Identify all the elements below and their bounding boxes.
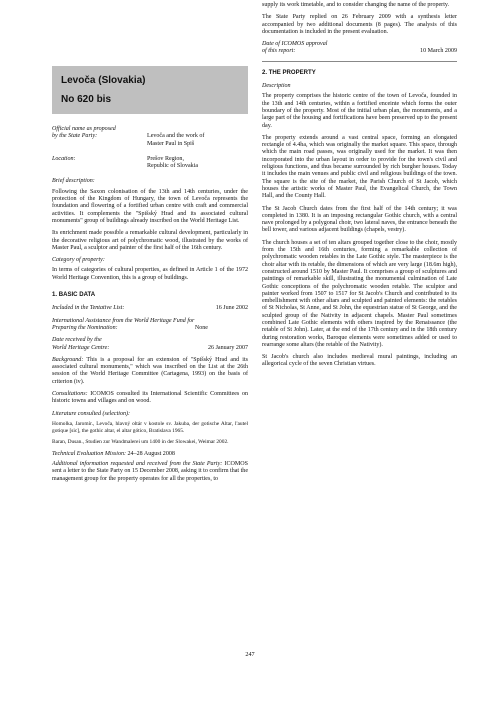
literature-item-1: Homolka, Jaromír., Levoča, hlavný oltár v kostole sv. Jakuba, der gotische Altar, l'autel gotique [sic], the gothic altar, el altar gótico, Bratislava 1965. — [52, 420, 248, 434]
site-number: No 620 bis — [61, 94, 112, 105]
official-name-value-1: Levoča and the work of — [147, 133, 205, 140]
continued-text: supply its work timetable, and to consider changing the name of the property. — [262, 2, 450, 8]
description-p4: The church houses a set of ten altars grouped together close to the choir, mostly from the 15th and 16th centuries, forming a remarkable collection of polychromatic wooden retables in the Late Gothic style. The masterpiece is the choir altar with its retable, the dimensions of which are very large (18.6m high), constructed around 1510 by Master Paul. It comprises a group of sculptures and paintings of remarkable skill, illustrating the monumental culmination of Late Gothic conceptions of the polychromatic wooden retable. The sculptor and painter worked from 1507 to 1517 for St Jacob's Church and contributed to its embellishment with other altars and sculpted and painted elements: the retables of St Nicholas, St Anne, and St John, the equestrian statue of St George, and the sculpted group of the Nativity in adjacent chapels. Master Paul sometimes combined Late Gothic elements with others inspired by the Renaissance (the retable of St John). Later, at the end of the 17th century and in the 18th century during restoration works, Baroque elements were sometimes added or used to rearrange some altars (the retable of the Nativity). — [262, 239, 457, 348]
background-text: This is a proposal for an extension of "Spišský Hrad and its associated cultural monuments," which was inscribed on the List at the 26th session of the World Heritage Committee (Cartagena, 1993) on the basis of criterion (iv). — [52, 356, 248, 385]
assistance-row — [52, 325, 248, 332]
mission-label: Technical Evaluation Mission: — [52, 450, 127, 457]
received-value: 26 January 2007 — [208, 344, 248, 351]
official-name-label-2: by the State Party: — [52, 133, 98, 140]
official-name-label-1: Official name as proposed — [52, 126, 116, 132]
mission-value: 24–28 August 2008 — [126, 450, 175, 457]
assistance-label-2: Preparing the Nomination: — [52, 324, 118, 331]
official-name-row — [52, 126, 248, 148]
approval-label-2: of this report: — [262, 48, 296, 55]
received-row — [52, 345, 248, 352]
tentative-value: 16 June 2002 — [215, 305, 248, 312]
description-label: Description — [262, 83, 291, 90]
title-box — [52, 66, 248, 114]
page-number: 247 — [245, 651, 255, 658]
received-label-2: World Heritage Centre: — [52, 344, 110, 351]
received-label-1: Date received by the — [52, 337, 102, 344]
category-label: Category of property: — [52, 257, 105, 264]
location-value-2: Republic of Slovakia — [147, 163, 199, 170]
literature-item-2: Baran, Dusan., Studien zur Wandmalerei um 1400 in der Slowakei, Weimar 2002. — [52, 439, 229, 446]
background-label: Background: — [52, 356, 84, 363]
consultations-text: ICOMOS consulted its International Scientific Committees on historic towns and villages and on wood. — [52, 391, 248, 405]
additional-paragraph — [52, 461, 248, 483]
basic-data-heading: 1. BASIC DATA — [52, 292, 96, 299]
location-label: Location: — [52, 155, 76, 162]
assistance-value: None — [194, 324, 208, 331]
assistance-label-1: International Assistance from the World Heritage Fund for — [52, 317, 195, 324]
right-column — [262, 2, 457, 374]
consultations-label: Consultations: — [52, 391, 88, 398]
brief-description-p1: Following the Saxon colonisation of the 13th and 14th centuries, under the protection of the Kingdom of Hungary, the town of Levoča represents the foundation and flowering of a fortified urban centre with craft and commercial activities. It complements the "Spišský Hrad and its associated cultural monuments" group of buildings already inscribed on the World Heritage List. — [52, 188, 248, 224]
tentative-label: Included in the Tentative List: — [52, 305, 125, 312]
approval-value: 10 March 2009 — [420, 48, 457, 55]
location-value-1: Prešov Region, — [147, 155, 184, 162]
category-text: In terms of categories of cultural properties, as defined in Article 1 of the 1972 World Heritage Convention, this is a group of buildings. — [52, 267, 248, 281]
left-column — [52, 0, 248, 488]
description-p3: The St Jacob Church dates from the first half of the 14th century; it was completed in 1380. It is an imposing rectangular Gothic church, with a central nave prolonged by a polygonal choir, two lateral naves, the entrance beneath the bell tower, and various adjacent buildings (chapels, vestry). — [262, 205, 457, 234]
location-row — [52, 156, 248, 171]
additional-text: ICOMOS sent a letter to the State Party on 15 December 2008, asking it to confirm that the management group for the property operates for all the properties, to — [52, 460, 248, 482]
additional-label: Additional information requested and received from the State Party: — [52, 460, 223, 467]
approval-label-1: Date of ICOMOS approval — [262, 41, 328, 48]
tentative-row — [52, 305, 248, 312]
approval-row — [262, 48, 457, 55]
site-title: Levoča (Slovakia) — [61, 75, 146, 86]
description-p2: The property extends around a vast central space, forming an elongated rectangle of 4.4ha, which was originally the market square. This space, through which the main road passes, was originally used for the market. It was then incorporated into the urban layout in order to provide for the town's civil and religious functions, and thus became surrounded by rich burgher houses. Today it includes the main venues and public civil and religious buildings of the town. The square is the site of the market, the Parish Church of St Jacob, which houses the artistic works of Master Paul, the Evangelical Church, the Town Hall, and the County Hall. — [262, 134, 457, 200]
background-paragraph — [52, 357, 248, 386]
divider — [262, 61, 457, 62]
reply-text: The State Party replied on 26 February 2009 with a synthesis letter accompanied by two additional documents (8 pages). The analysis of this documentation is included in the present evaluation. — [262, 14, 457, 35]
mission-paragraph — [52, 451, 248, 458]
brief-description-label: Brief description: — [52, 178, 95, 185]
brief-description-p2: Its enrichment made possible a remarkable cultural development, particularly in the decorative religious art of polychromatic wood, illustrated by the works of Master Paul, a sculptor and painter of the first half of the 16th century. — [52, 230, 248, 251]
description-p5: St Jacob's church also includes medieval mural paintings, including an allegorical cycle of the seven Christian virtues. — [262, 354, 457, 368]
official-name-value-2: Master Paul in Spiš — [147, 140, 195, 147]
literature-label: Literature consulted (selection): — [52, 410, 131, 417]
consultations-paragraph — [52, 391, 248, 406]
property-heading: 2. THE PROPERTY — [262, 69, 316, 76]
description-p1: The property comprises the historic centre of the town of Levoča, founded in the 13th and 14th centuries, within a fortified enceinte which forms the outer boundary of the property. Most of the initial urban plan, the monuments, and a large part of the housing and fortifications have been preserved up to the present day. — [262, 93, 457, 129]
